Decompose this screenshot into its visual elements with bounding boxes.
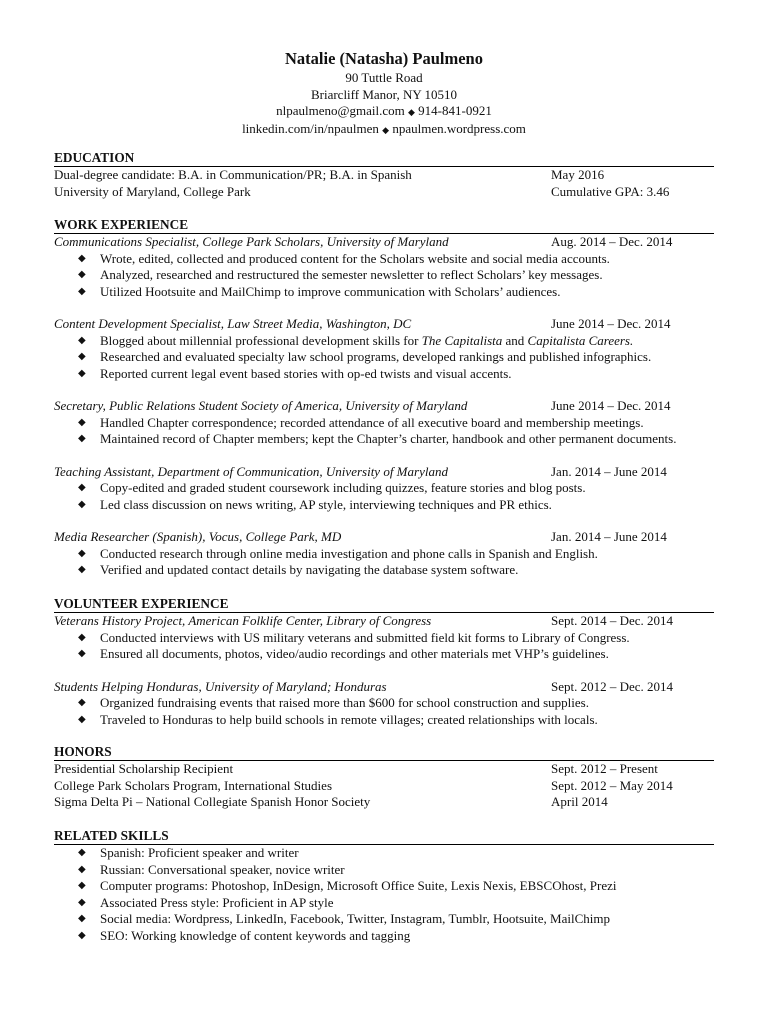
bullet-icon: ◆ [78,880,86,891]
address-line-2: Briarcliff Manor, NY 10510 [310,86,458,102]
bullet-icon: ◆ [78,648,86,659]
bullet-icon: ◆ [78,847,86,858]
list-item: ◆ Ensured all documents, photos, video/audio recordings and other materials met VHP’s guidelines. [78,646,609,661]
job-bullets [54,695,714,728]
bullet-icon: ◆ [78,482,86,493]
linkedin-text: linkedin.com/in/npaulmen [242,120,379,136]
skills-list [54,845,714,944]
list-item: ◆ Blogged about millennial professional development skills for The Capitalista and Capitalista Careers. [78,332,634,348]
honor-row [54,761,714,778]
bullet-icon: ◆ [78,416,86,428]
job-dates: Aug. 2014 – Dec. 2014 [551,234,673,249]
job-bullets [54,333,714,383]
job-dates: June 2014 – Dec. 2014 [551,398,671,413]
candidate-name: Natalie (Natasha) Paulmeno [285,49,483,68]
list-item: ◆ Associated Press style: Proficient in AP style [78,894,334,910]
bullet-icon: ◆ [78,564,86,575]
bullet-icon: ◆ [78,269,86,280]
contact-line [0,103,768,121]
job-dates: Sept. 2014 – Dec. 2014 [551,613,674,628]
school-text: University of Maryland, College Park [54,183,251,199]
job-header [54,316,714,333]
section-title: EDUCATION [54,150,135,165]
bullet-icon: ◆ [78,631,86,643]
separator-icon: ◆ [408,107,415,118]
section-title: VOLUNTEER EXPERIENCE [54,596,229,611]
bullet-icon: ◆ [78,498,86,510]
job-role: Teaching Assistant, Department of Communication, University of Maryland [54,463,448,479]
bullet-icon: ◆ [78,913,86,924]
job-bullets [54,480,714,513]
bullet-icon: ◆ [78,252,86,264]
honor-date: April 2014 [551,794,608,809]
bullet-icon: ◆ [78,896,86,908]
address-line-1: 90 Tuttle Road [345,70,423,85]
bullet-icon: ◆ [78,713,86,725]
list-item: ◆ Conducted interviews with US military veterans and submitted field kit forms to Library of Congress. [78,629,630,645]
volunteer-experience-section [54,595,714,728]
job-header [54,398,714,415]
job-header [54,464,714,481]
list-item: ◆ Wrote, edited, collected and produced content for the Scholars website and social media accounts. [78,250,610,266]
job-header [54,529,714,546]
list-item: ◆ Social media: Wordpress, LinkedIn, Facebook, Twitter, Instagram, Tumblr, Hootsuite, MailChimp [78,911,610,926]
job-role: Students Helping Honduras, University of Maryland; Honduras [54,678,387,694]
job-header [54,613,714,630]
job-bullets [54,546,714,579]
education-row [54,167,714,184]
bullet-icon: ◆ [78,697,86,708]
job-dates: June 2014 – Dec. 2014 [551,316,671,331]
related-skills-section [54,827,714,944]
list-item: ◆ Led class discussion on news writing, AP style, interviewing techniques and PR ethics. [78,496,552,512]
phone-text: 914-841-0921 [418,103,492,119]
bullet-icon: ◆ [78,367,86,379]
list-item: ◆ Computer programs: Photoshop, InDesign, Microsoft Office Suite, Lexis Nexis, EBSCOhost, Prezi [78,878,617,893]
job-role: Secretary, Public Relations Student Society of America, University of Maryland [54,398,468,413]
job-bullets [54,415,714,448]
list-item: ◆ Handled Chapter correspondence; recorded attendance of all executive board and membership meetings. [78,414,644,430]
bullet-icon: ◆ [78,863,86,875]
honor-row [54,778,714,795]
list-item: ◆ SEO: Working knowledge of content keywords and tagging [78,927,411,943]
work-experience-section [54,216,714,579]
job-bullets [54,630,714,663]
degree-text: Dual-degree candidate: B.A. in Communication/PR; B.A. in Spanish [54,167,412,182]
website-text: npaulmen.wordpress.com [392,120,526,136]
job-role: Media Researcher (Spanish), Vocus, College Park, MD [54,529,342,544]
job-role: Content Development Specialist, Law Street Media, Washington, DC [54,316,412,331]
job-header [54,679,714,696]
section-title: RELATED SKILLS [54,828,169,843]
education-section [54,149,714,200]
resume-header [0,48,768,138]
list-item: ◆ Researched and evaluated specialty law school programs, developed rankings and published infographics. [78,349,652,364]
list-item: ◆ Russian: Conversational speaker, novice writer [78,861,345,877]
bullet-icon: ◆ [78,351,86,362]
list-item: ◆ Maintained record of Chapter members; kept the Chapter’s charter, handbook and other permanent documents. [78,431,677,446]
list-item: ◆ Reported current legal event based stories with op-ed twists and visual accents. [78,365,512,381]
job-role: Veterans History Project, American Folklife Center, Library of Congress [54,613,432,628]
honor-text: College Park Scholars Program, International Studies [54,777,333,793]
job-dates: Jan. 2014 – June 2014 [551,463,667,479]
list-item: ◆ Utilized Hootsuite and MailChimp to improve communication with Scholars’ audiences. [78,283,561,299]
bullet-icon: ◆ [78,334,86,346]
gpa-text: Cumulative GPA: 3.46 [551,183,670,199]
education-row [54,184,714,201]
list-item: ◆ Spanish: Proficient speaker and writer [78,845,299,860]
list-item: ◆ Organized fundraising events that raised more than $600 for school construction and supplies. [78,695,589,710]
job-bullets [54,251,714,301]
degree-date: May 2016 [551,167,605,182]
honors-section [54,743,714,811]
list-item: ◆ Conducted research through online media investigation and phone calls in Spanish and English. [78,545,598,561]
honor-row [54,794,714,811]
honor-text: Sigma Delta Pi – National Collegiate Spanish Honor Society [54,794,371,809]
bullet-icon: ◆ [78,285,86,297]
list-item: ◆ Analyzed, researched and restructured the semester newsletter to reflect Scholars’ key messages. [78,267,603,282]
job-dates: Sept. 2012 – Dec. 2014 [551,678,674,694]
list-item: ◆ Copy-edited and graded student coursework including quizzes, feature stories and blog posts. [78,480,586,495]
separator-icon: ◆ [382,124,390,135]
bullet-icon: ◆ [78,433,86,444]
job-header [54,234,714,251]
list-item: ◆ Traveled to Honduras to help build schools in remote villages; created relationships with locals. [78,711,598,727]
email-text: nlpaulmeno@gmail.com [276,103,405,119]
honor-date: Sept. 2012 – Present [551,761,658,776]
section-title: WORK EXPERIENCE [54,217,189,232]
bullet-icon: ◆ [78,929,86,941]
web-line [0,121,768,139]
bullet-icon: ◆ [78,547,86,559]
job-dates: Jan. 2014 – June 2014 [551,529,667,544]
list-item: ◆ Verified and updated contact details by navigating the database system software. [78,562,519,577]
section-title: HONORS [54,744,112,759]
job-role: Communications Specialist, College Park Scholars, University of Maryland [54,234,449,249]
honor-text: Presidential Scholarship Recipient [54,761,234,776]
honor-date: Sept. 2012 – May 2014 [551,777,673,793]
